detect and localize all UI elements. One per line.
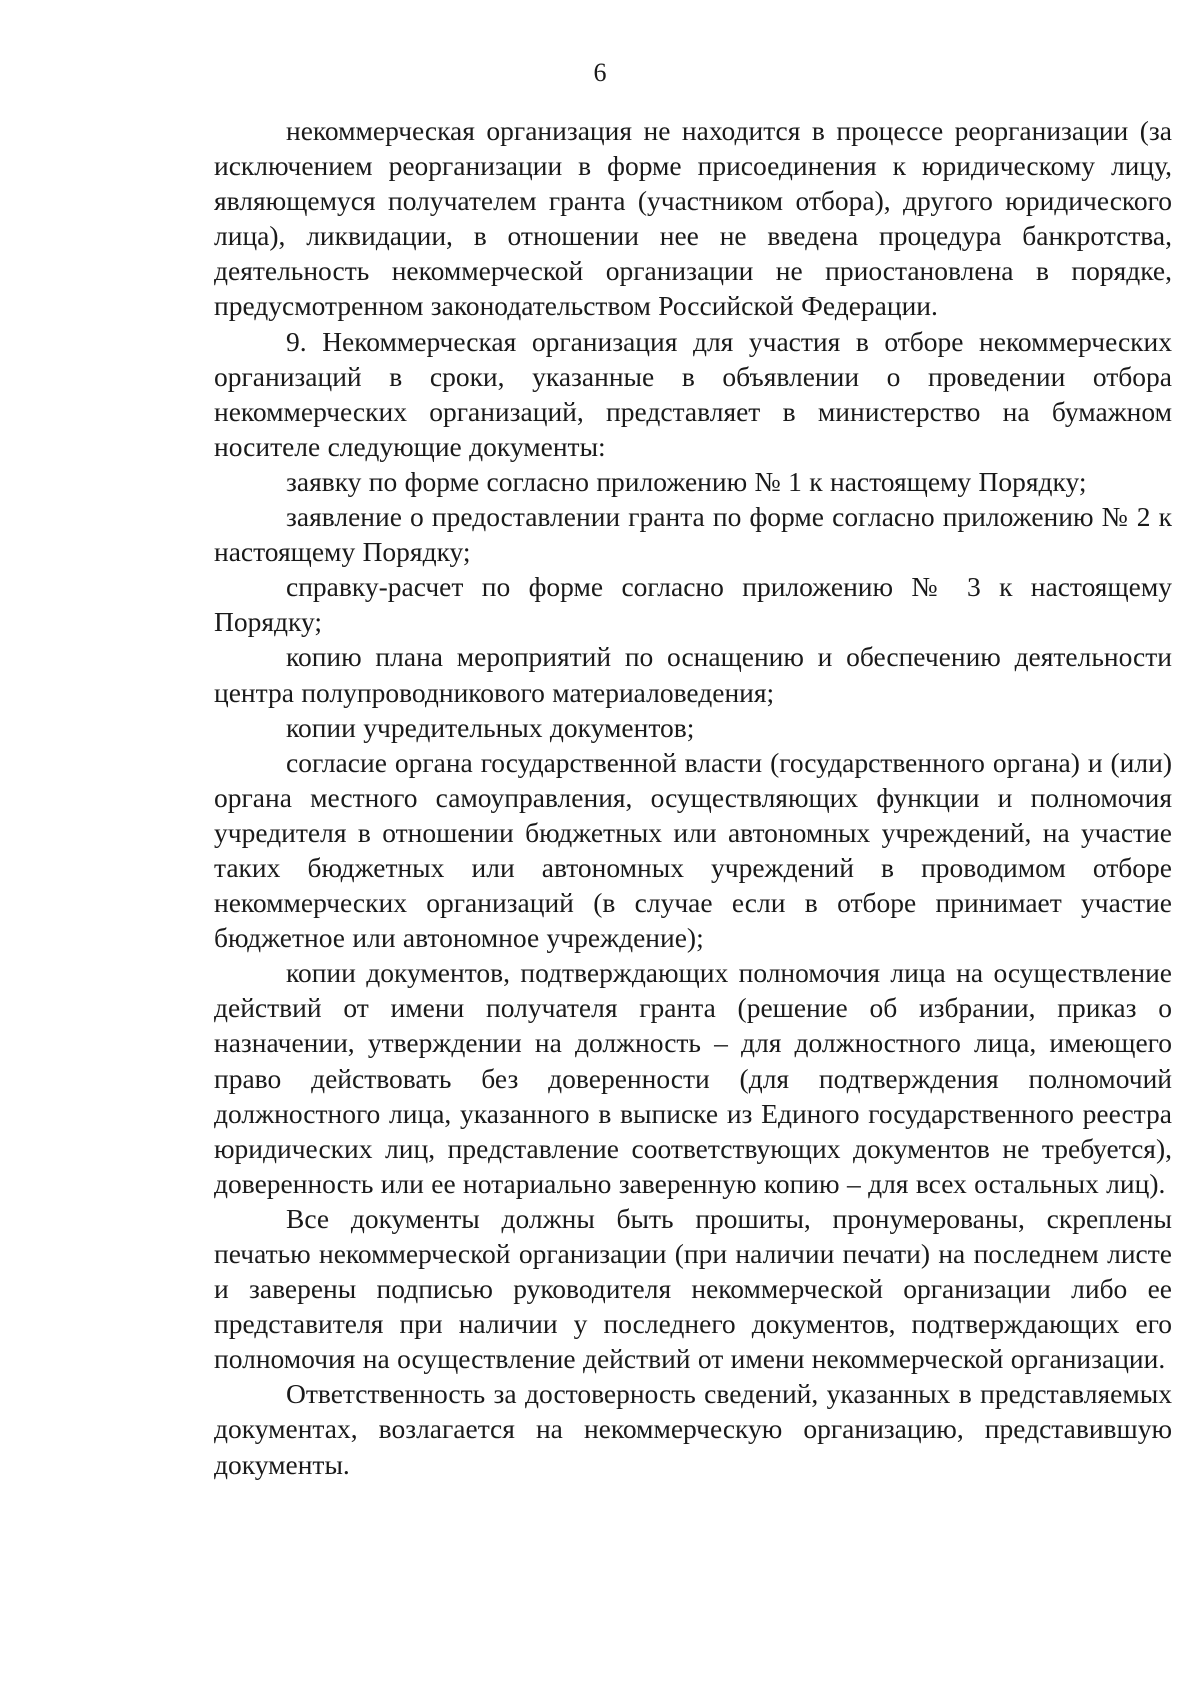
document-body [214, 113, 1172, 1482]
paragraph-grant-statement: заявление о предоставлении гранта по форме согласно приложению № 2 к настоящему Порядку; [214, 501, 1172, 568]
paragraph-action-plan-copy: копию плана мероприятий по оснащению и обеспечению деятельности центра полупроводникового материаловедения; [214, 641, 1172, 708]
page-number: 6 [593, 58, 607, 87]
paragraph-responsibility: Ответственность за достоверность сведений, указанных в представляемых документах, возлагается на некоммерческую организацию, представившую документы. [214, 1378, 1172, 1480]
paragraph-binding-requirements: Все документы должны быть прошиты, пронумерованы, скреплены печатью некоммерческой организации (при наличии печати) на последнем листе и заверены подписью руководителя некоммерческой организации либо ее представителя при наличии у последнего документов, подтверждающих его полномочия на осуществление действий от имени некоммерческой организации. [214, 1202, 1172, 1375]
paragraph-founding-documents: копии учредительных документов; [286, 711, 695, 743]
paragraph-founder-consent: согласие органа государственной власти (государственного органа) и (или) органа местного самоуправления, осуществляющих функции и полномочия учредителя в отношении бюджетных или автономных учреждений, на участие таких бюджетных или автономных учреждений в проводимом отборе некоммерческих организаций (в случае если в отборе принимает участие бюджетное или автономное учреждение); [214, 746, 1172, 954]
paragraph-calculation-certificate: справку-расчет по форме согласно приложению № 3 к настоящему Порядку; [214, 571, 1172, 638]
paragraph-application-form: заявку по форме согласно приложению № 1 к настоящему Порядку; [286, 465, 1087, 497]
paragraph-item-9: 9. Некоммерческая организация для участия в отборе некоммерческих организаций в сроки, указанные в объявлении о проведении отбора некоммерческих организаций, представляет в министерство на бумажном носителе следующие документы: [214, 325, 1172, 462]
paragraph-authority-documents: копии документов, подтверждающих полномочия лица на осуществление действий от имени получателя гранта (решение об избрании, приказ о назначении, утверждении на должность – для должностного лица, имеющего право действовать без доверенности (для подтверждения полномочий должностного лица, указанного в выписке из Единого государственного реестра юридических лиц, представление соответствующих документов не требуется), доверенность или ее нотариально заверенную копию – для всех остальных лиц). [214, 957, 1172, 1199]
paragraph-reorganization-status: некоммерческая организация не находится в процессе реорганизации (за исключением реорганизации в форме присоединения к юридическому лицу, являющемуся получателем гранта (участником отбора), другого юридического лица), ликвидации, в отношении нее не введена процедура банкротства, деятельность некоммерческой организации не приостановлена в порядке, предусмотренном законодательством Российской Федерации. [214, 115, 1172, 322]
